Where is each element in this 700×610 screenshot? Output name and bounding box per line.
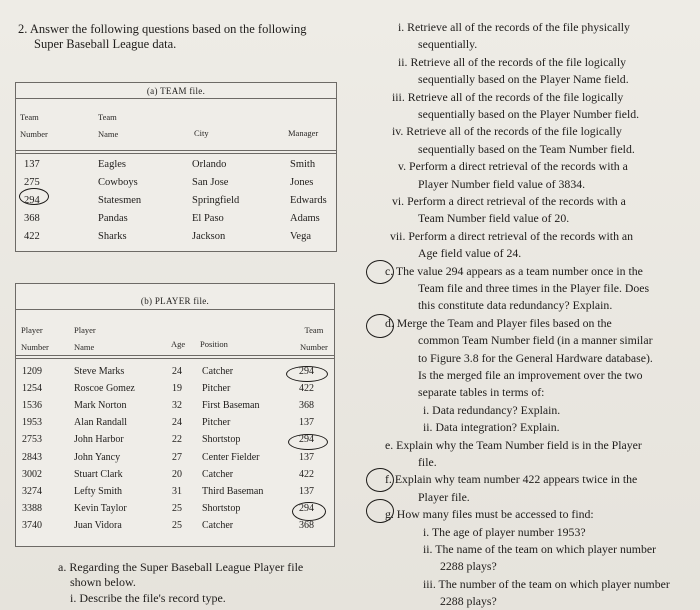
player-cell-name: Steve Marks (74, 366, 125, 377)
right-question-line: sequentially based on the Team Number field. (418, 141, 635, 156)
player-cell-name: Lefty Smith (74, 485, 123, 497)
player-cell-age: 25 (172, 502, 182, 514)
player-cell-name: Mark Norton (74, 400, 127, 412)
right-question-line: file. (418, 455, 437, 469)
header-player-team-number: Team Number (300, 325, 328, 352)
part-a-line2: shown below. (70, 575, 136, 589)
team-cell-city: Orlando (192, 159, 227, 170)
player-cell-team: 137 (299, 417, 314, 429)
player-cell-pos: Catcher (202, 519, 234, 531)
player-cell-pos: First Baseman (202, 400, 260, 412)
handwritten-circle (286, 366, 328, 382)
player-cell-num: 3274 (22, 485, 42, 497)
right-question-line: d. Merge the Team and Player files based on the (385, 315, 612, 330)
right-question-line: iii. Retrieve all of the records of the file logically (392, 89, 624, 104)
header-position: Position (200, 339, 228, 349)
right-question-line: Age field value of 24. (418, 246, 522, 261)
question-text-line1: Answer the following questions based on the following (29, 22, 307, 36)
right-question-line: f. Explain why team number 422 appears twice in the (385, 472, 638, 487)
player-cell-team: 294 (299, 366, 314, 377)
header-team-name: Team Name (98, 112, 119, 139)
player-cell-age: 31 (172, 485, 182, 497)
header-player-name: Player Name (74, 325, 96, 352)
right-question-line: e. Explain why the Team Number field is in the Player (385, 437, 642, 452)
player-cell-team: 422 (299, 383, 314, 395)
header-manager: Manager (288, 128, 319, 138)
player-cell-name: Kevin Taylor (74, 502, 127, 514)
right-question-line: vi. Perform a direct retrieval of the records with a (392, 194, 626, 208)
team-table-caption: (a) TEAM file. (146, 86, 206, 96)
player-cell-name: Stuart Clark (74, 468, 123, 480)
team-cell-num: 275 (24, 177, 40, 188)
team-cell-num: 137 (24, 159, 40, 170)
player-cell-num: 1254 (22, 383, 42, 395)
player-cell-team: 137 (299, 485, 314, 497)
player-table-caption: (b) PLAYER file. (140, 296, 210, 306)
right-question-line: Player file. (418, 489, 470, 504)
right-question-line: sequentially based on the Player Name field. (418, 72, 629, 87)
player-cell-pos: Catcher (202, 468, 234, 480)
player-cell-age: 24 (172, 366, 182, 377)
header-age: Age (171, 339, 186, 349)
header-city: City (194, 128, 209, 138)
right-question-line: common Team Number field (in a manner similar (418, 333, 653, 348)
right-question-line: ii. The name of the team on which player number (423, 542, 657, 556)
player-cell-age: 25 (172, 519, 182, 531)
right-question-line: g. How many files must be accessed to find: (385, 507, 594, 522)
header-team-number: Team Number (20, 112, 48, 139)
player-cell-pos: Third Baseman (202, 485, 264, 497)
right-question-line: sequentially. (418, 37, 478, 52)
right-question-line: this constitute data redundancy? Explain. (418, 298, 613, 313)
right-question-line: Team Number field value of 20. (418, 211, 570, 226)
player-cell-age: 19 (172, 383, 182, 395)
question-number: 2. (18, 22, 28, 36)
handwritten-circle (292, 502, 326, 521)
right-question-line: iv. Retrieve all of the records of the file logically (392, 124, 622, 139)
player-cell-num: 2843 (22, 451, 42, 463)
player-cell-pos: Shortstop (202, 434, 241, 446)
right-question-line: i. Retrieve all of the records of the file physically (398, 20, 630, 34)
right-question-line: Is the merged file an improvement over the two (418, 368, 643, 382)
player-cell-team: 137 (299, 451, 314, 463)
right-question-line: vii. Perform a direct retrieval of the records with an (390, 228, 634, 243)
player-cell-name: Roscoe Gomez (74, 383, 135, 395)
player-cell-name: Alan Randall (74, 417, 128, 429)
right-question-line: ii. Data integration? Explain. (423, 420, 560, 435)
team-cell-manager: Smith (290, 159, 316, 170)
team-cell-manager: Edwards (290, 195, 327, 206)
team-cell-manager: Adams (290, 213, 320, 224)
question-heading (18, 22, 348, 52)
team-cell-city: San Jose (192, 177, 229, 188)
player-cell-num: 3388 (22, 502, 42, 514)
handwritten-circle (366, 314, 394, 338)
player-cell-num: 3740 (22, 519, 42, 531)
team-cell-num: 368 (24, 213, 40, 224)
player-cell-team: 294 (299, 434, 314, 446)
player-cell-pos: Shortstop (202, 502, 241, 514)
handwritten-circle (366, 260, 394, 284)
player-table (15, 283, 335, 547)
handwritten-circle (366, 468, 394, 492)
team-cell-name: Statesmen (98, 195, 142, 206)
player-cell-pos: Pitcher (202, 417, 231, 429)
handwritten-circle (19, 188, 49, 205)
handwritten-circle (366, 499, 394, 523)
right-question-line: to Figure 3.8 for the General Hardware database). (418, 350, 653, 365)
team-cell-num: 422 (24, 231, 40, 242)
team-cell-manager: Vega (290, 231, 311, 242)
player-cell-team: 422 (299, 468, 314, 480)
right-question-line: Team file and three times in the Player file. Does (418, 281, 650, 295)
team-cell-city: El Paso (192, 213, 224, 224)
player-cell-pos: Pitcher (202, 383, 231, 395)
player-cell-team: 294 (299, 502, 314, 514)
player-cell-num: 1209 (22, 366, 42, 377)
team-cell-name: Eagles (98, 159, 126, 170)
team-cell-name: Pandas (98, 213, 128, 224)
team-table (15, 82, 337, 252)
player-cell-team: 368 (299, 400, 314, 412)
right-question-line: c. The value 294 appears as a team number once in the (385, 263, 643, 278)
right-question-line: 2288 plays? (440, 559, 497, 574)
player-cell-age: 24 (172, 417, 182, 429)
player-cell-age: 22 (172, 434, 182, 446)
right-question-line: i. The age of player number 1953? (423, 524, 586, 539)
part-a-i: i. Describe the file's record type. (70, 591, 226, 605)
team-cell-name: Sharks (98, 231, 127, 242)
player-cell-age: 27 (172, 451, 182, 463)
player-cell-name: Juan Vidora (74, 519, 122, 531)
player-cell-pos: Catcher (202, 366, 234, 377)
player-cell-name: John Harbor (74, 434, 124, 446)
team-cell-num: 294 (24, 195, 40, 206)
part-a-line1: a. Regarding the Super Baseball League Player file (58, 560, 304, 574)
question-text-line2: Super Baseball League data. (34, 37, 177, 51)
player-cell-num: 2753 (22, 434, 42, 446)
right-question-line: i. Data redundancy? Explain. (423, 402, 561, 417)
player-cell-age: 32 (172, 400, 182, 412)
handwritten-circle (288, 434, 328, 450)
player-cell-name: John Yancy (74, 451, 121, 463)
right-question-line: 2288 plays? (440, 594, 497, 609)
right-question-line: Player Number field value of 3834. (418, 176, 586, 191)
team-cell-name: Cowboys (98, 177, 138, 188)
player-cell-pos: Center Fielder (202, 451, 260, 463)
right-question-line: iii. The number of the team on which player number (423, 576, 670, 591)
player-cell-num: 1536 (22, 400, 42, 412)
right-question-line: sequentially based on the Player Number field. (418, 107, 640, 121)
player-cell-num: 1953 (22, 417, 42, 429)
player-cell-num: 3002 (22, 468, 42, 480)
right-question-line: ii. Retrieve all of the records of the file logically (398, 54, 626, 69)
player-cell-team: 368 (299, 519, 314, 531)
header-player-number: Player Number (21, 325, 49, 352)
team-cell-city: Springfield (192, 195, 240, 206)
right-question-line: separate tables in terms of: (418, 385, 545, 400)
team-cell-city: Jackson (192, 231, 226, 242)
right-question-line: v. Perform a direct retrieval of the records with a (398, 159, 628, 174)
team-cell-manager: Jones (290, 177, 314, 188)
player-cell-age: 20 (172, 468, 182, 480)
